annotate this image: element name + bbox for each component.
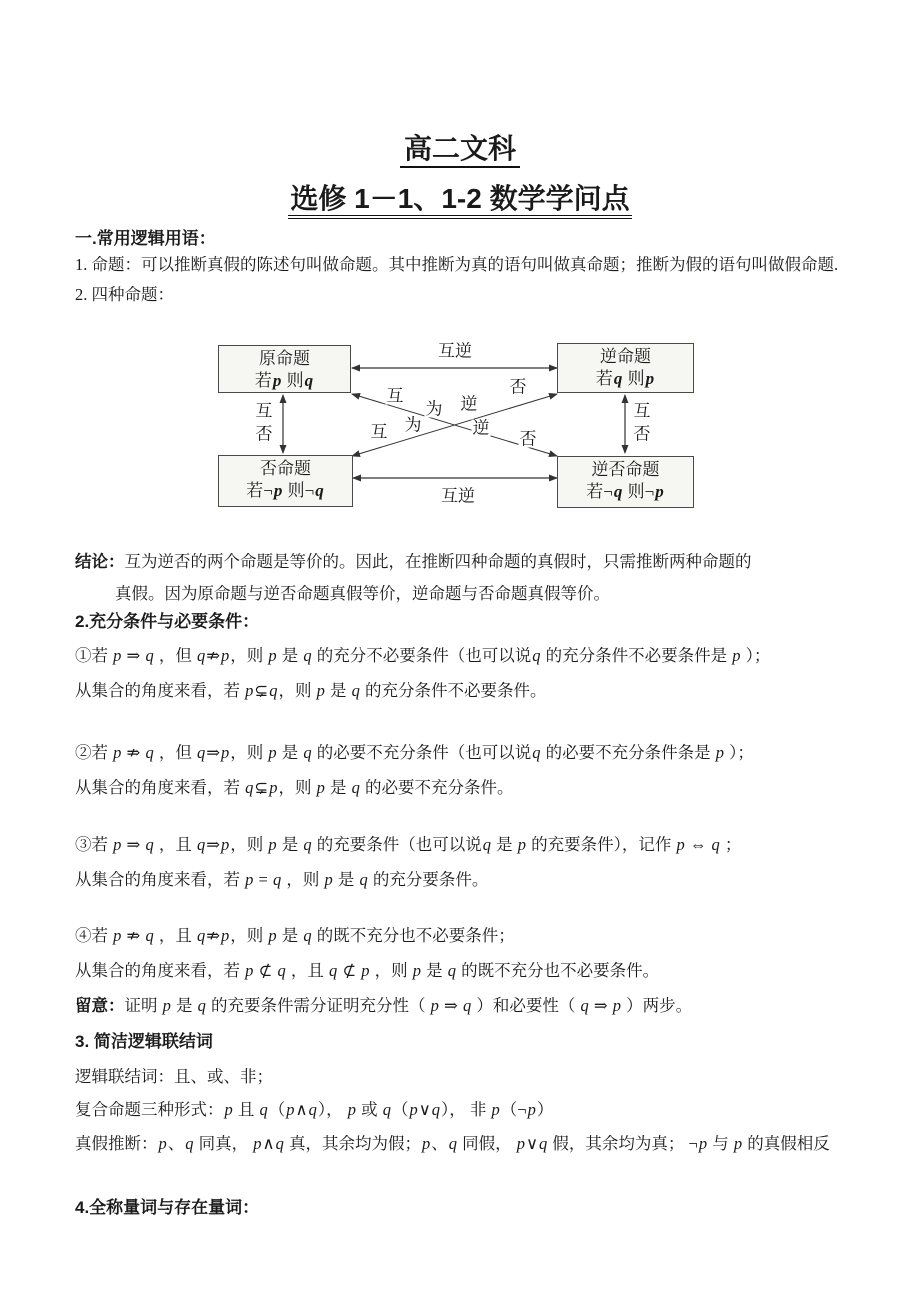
diag-label-upper-4: 否 — [509, 377, 527, 397]
edge-label-right-mutual-1: 互 — [633, 401, 651, 421]
conclusion-line2: 真假。因为原命题与逆否命题真假等价，逆命题与否命题真假等价。 — [115, 584, 610, 603]
condition-item-3 — [75, 827, 845, 897]
section3-heading: 3. 简洁逻辑联结词 — [75, 1032, 213, 1051]
condition-item-1-line2: 从集合的角度来看，若 p⊊q，则 p 是 q 的充分条件不必要条件。 — [75, 681, 547, 700]
condition-item-1-line1: ①若 p ⇒ q ，但 q⇏p，则 p 是 q 的充分不必要条件（也可以说q 的充分条件不必要条件是 p ）； — [75, 646, 771, 665]
diag-label-lower-3: 逆 — [472, 418, 490, 438]
box-converse-formula: 若q 则p — [595, 369, 655, 388]
section3-truth-judgement: 真假推断：p、q 同真， p∧q 真，其余均为假；p、q 同假， p∨q 假，其余均为真； ¬p 与 p 的真假相反 — [75, 1134, 830, 1153]
box-original-proposition — [218, 345, 351, 393]
diag-label-lower-1: 互 — [370, 422, 388, 442]
diag-label-lower-4: 否 — [519, 429, 537, 449]
conclusion-paragraph — [75, 546, 845, 610]
conclusion-line1 — [75, 546, 845, 578]
condition-item-2-line1: ②若 p ⇏ q ，但 q⇒p，则 p 是 q 的必要不充分条件（也可以说q 的必要不充分条件条是 p ）； — [75, 743, 754, 762]
condition-item-4-line2: 从集合的角度来看，若 p ⊄ q ，且 q ⊄ p ，则 p 是 q 的既不充分也不必要条件。 — [75, 961, 660, 980]
edge-label-left-mutual-1: 互 — [255, 401, 273, 421]
box-converse-proposition — [557, 343, 694, 393]
box-original-title: 原命题 — [259, 349, 310, 368]
condition-item-2 — [75, 735, 845, 805]
diag-label-lower-2: 为 — [404, 415, 422, 435]
box-converse-title: 逆命题 — [600, 347, 651, 366]
box-negation-title: 否命题 — [260, 459, 311, 478]
section3-compound-forms: 复合命题三种形式：p 且 q（p∧q）， p 或 q（p∨q）， 非 p（¬p） — [75, 1100, 554, 1119]
box-contrapositive-formula: 若¬q 则¬p — [586, 482, 664, 501]
note-text: 证明 p 是 q 的充要条件需分证明充分性（ p ⇒ q ）和必要性（ q ⇒ p ）两步。 — [124, 996, 693, 1015]
condition-item-1 — [75, 638, 845, 708]
doc-title: 高二文科 — [75, 130, 845, 168]
diag-label-upper-1: 互 — [386, 386, 404, 406]
note-prefix: 留意： — [75, 997, 125, 1015]
section1-heading: 一.常用逻辑用语： — [75, 229, 216, 248]
condition-note — [75, 988, 845, 1024]
condition-item-3-line1: ③若 p ⇒ q ，且 q⇒p，则 p 是 q 的充要条件（也可以说q 是 p 的充要条件），记作 p ⇔ q ； — [75, 835, 742, 854]
edge-label-bottom-mutual-converse: 互逆 — [441, 486, 475, 506]
section1-item-four-propositions: 2. 四种命题： — [75, 285, 174, 304]
section2-heading: 2.充分条件与必要条件： — [75, 612, 260, 631]
condition-item-2-line2: 从集合的角度来看，若 q⊊p，则 p 是 q 的必要不充分条件。 — [75, 778, 514, 797]
box-negation-proposition — [218, 455, 353, 507]
condition-item-4-line1: ④若 p ⇏ q ，且 q⇏p，则 p 是 q 的既不充分也不必要条件； — [75, 926, 515, 945]
section4-heading: 4.全称量词与存在量词： — [75, 1198, 260, 1217]
diag-label-upper-3: 逆 — [460, 394, 478, 414]
conclusion-line1-text: 互为逆否的两个命题是等价的。因此，在推断四种命题的真假时，只需推断两种命题的 — [124, 552, 752, 571]
four-propositions-diagram — [180, 335, 740, 530]
edge-label-right-mutual-2: 否 — [633, 424, 651, 444]
condition-item-3-line2: 从集合的角度来看，若 p = q ，则 p 是 q 的充分要条件。 — [75, 870, 489, 889]
condition-item-4 — [75, 918, 845, 1024]
section3-connectives-list: 逻辑联结词：且、或、非； — [75, 1067, 273, 1086]
diag-label-upper-2: 为 — [425, 399, 443, 419]
section1-item-proposition: 1. 命题：可以推断真假的陈述句叫做命题。其中推断为真的语句叫做真命题；推断为假的语句叫做假命题. — [75, 255, 839, 274]
box-original-formula: 若p 则q — [254, 371, 314, 390]
box-negation-formula: 若¬p 则¬q — [246, 481, 324, 500]
edge-label-top-mutual-converse: 互逆 — [438, 341, 472, 361]
box-contrapositive-proposition — [557, 456, 694, 508]
conclusion-prefix: 结论： — [75, 553, 125, 571]
box-contrapositive-title: 逆否命题 — [591, 460, 660, 479]
edge-label-left-mutual-2: 否 — [255, 424, 273, 444]
doc-subtitle: 选修 1－1、1-2 数学学问点 — [75, 178, 845, 220]
